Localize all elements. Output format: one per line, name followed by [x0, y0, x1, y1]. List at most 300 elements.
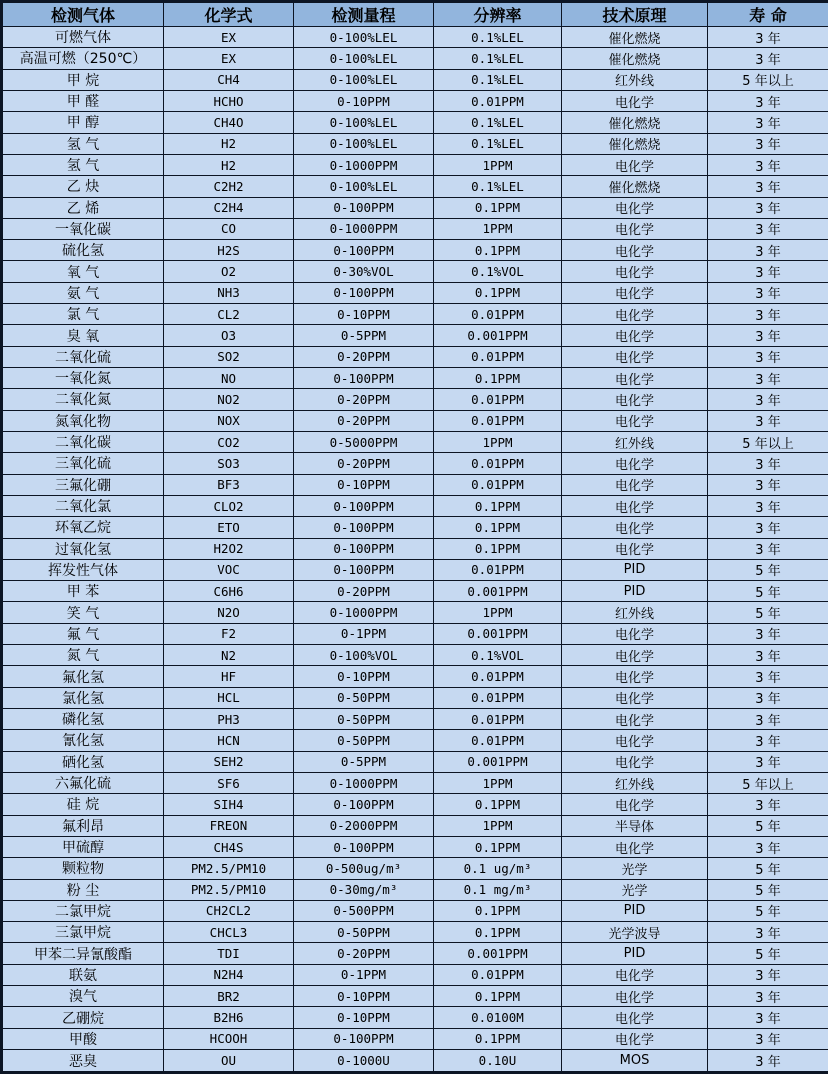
lifespan-cell: 3 年: [708, 922, 828, 943]
chemical-formula-cell: PH3: [164, 709, 294, 730]
technology-principle-cell: 光学: [562, 879, 708, 900]
gas-name-cell: 氯 气: [2, 304, 164, 325]
lifespan-cell: 3 年: [708, 240, 828, 261]
technology-principle-cell: 电化学: [562, 261, 708, 282]
detection-range-cell: 0-50PPM: [294, 687, 434, 708]
technology-principle-cell: 电化学: [562, 368, 708, 389]
chemical-formula-cell: CH4O: [164, 112, 294, 133]
lifespan-cell: 3 年: [708, 1007, 828, 1028]
gas-name-cell: 恶臭: [2, 1050, 164, 1073]
resolution-cell: 0.10U: [434, 1050, 562, 1073]
detection-range-cell: 0-100PPM: [294, 368, 434, 389]
resolution-cell: 0.001PPM: [434, 325, 562, 346]
technology-principle-cell: 电化学: [562, 453, 708, 474]
technology-principle-cell: 红外线: [562, 602, 708, 623]
chemical-formula-cell: CH4S: [164, 836, 294, 857]
detection-range-cell: 0-100PPM: [294, 794, 434, 815]
detection-range-cell: 0-100%LEL: [294, 27, 434, 48]
technology-principle-cell: 电化学: [562, 986, 708, 1007]
gas-name-cell: 硒化氢: [2, 751, 164, 772]
table-row: [2, 623, 828, 644]
detection-range-cell: 0-5PPM: [294, 751, 434, 772]
lifespan-cell: 3 年: [708, 389, 828, 410]
table-row: [2, 666, 828, 687]
resolution-cell: 0.1%LEL: [434, 69, 562, 90]
technology-principle-cell: 电化学: [562, 218, 708, 239]
gas-name-cell: 二氧化碳: [2, 431, 164, 452]
detection-range-cell: 0-100PPM: [294, 1028, 434, 1049]
table-row: [2, 368, 828, 389]
resolution-cell: 0.1%LEL: [434, 112, 562, 133]
gas-name-cell: 甲 醛: [2, 90, 164, 111]
chemical-formula-cell: N2H4: [164, 964, 294, 985]
chemical-formula-cell: H2: [164, 133, 294, 154]
resolution-cell: 0.1PPM: [434, 794, 562, 815]
gas-name-cell: 氟利昂: [2, 815, 164, 836]
technology-principle-cell: 电化学: [562, 623, 708, 644]
table-row: [2, 410, 828, 431]
detection-range-cell: 0-1000PPM: [294, 602, 434, 623]
detection-range-cell: 0-100PPM: [294, 240, 434, 261]
resolution-cell: 1PPM: [434, 431, 562, 452]
gas-name-cell: 氢 气: [2, 154, 164, 175]
lifespan-cell: 3 年: [708, 304, 828, 325]
table-body: [2, 27, 828, 1073]
table-row: [2, 815, 828, 836]
table-row: [2, 197, 828, 218]
lifespan-cell: 3 年: [708, 133, 828, 154]
table-row: [2, 112, 828, 133]
table-row: [2, 261, 828, 282]
resolution-cell: 0.1PPM: [434, 1028, 562, 1049]
table-row: [2, 133, 828, 154]
detection-range-cell: 0-100%VOL: [294, 645, 434, 666]
lifespan-cell: 3 年: [708, 730, 828, 751]
table-row: [2, 879, 828, 900]
detection-range-cell: 0-10PPM: [294, 474, 434, 495]
technology-principle-cell: 电化学: [562, 751, 708, 772]
detection-range-cell: 0-100PPM: [294, 517, 434, 538]
lifespan-cell: 3 年: [708, 986, 828, 1007]
detection-range-cell: 0-10PPM: [294, 90, 434, 111]
column-header-lifespan: 寿 命: [708, 2, 828, 27]
gas-name-cell: 乙硼烷: [2, 1007, 164, 1028]
chemical-formula-cell: SIH4: [164, 794, 294, 815]
gas-name-cell: 氨 气: [2, 282, 164, 303]
table-row: [2, 943, 828, 964]
resolution-cell: 0.01PPM: [434, 559, 562, 580]
technology-principle-cell: 电化学: [562, 410, 708, 431]
lifespan-cell: 3 年: [708, 368, 828, 389]
lifespan-cell: 3 年: [708, 751, 828, 772]
gas-name-cell: 硫化氢: [2, 240, 164, 261]
gas-name-cell: 三氧化硫: [2, 453, 164, 474]
table-row: [2, 1007, 828, 1028]
gas-name-cell: 氯化氢: [2, 687, 164, 708]
chemical-formula-cell: H2O2: [164, 538, 294, 559]
gas-name-cell: 氮 气: [2, 645, 164, 666]
resolution-cell: 0.01PPM: [434, 687, 562, 708]
chemical-formula-cell: CH4: [164, 69, 294, 90]
table-row: [2, 602, 828, 623]
technology-principle-cell: 电化学: [562, 666, 708, 687]
gas-name-cell: 二氧化氯: [2, 495, 164, 516]
detection-range-cell: 0-50PPM: [294, 922, 434, 943]
resolution-cell: 0.1%VOL: [434, 645, 562, 666]
technology-principle-cell: 催化燃烧: [562, 27, 708, 48]
gas-name-cell: 甲 烷: [2, 69, 164, 90]
detection-range-cell: 0-2000PPM: [294, 815, 434, 836]
resolution-cell: 0.001PPM: [434, 623, 562, 644]
lifespan-cell: 3 年: [708, 346, 828, 367]
detection-range-cell: 0-100%LEL: [294, 133, 434, 154]
table-row: [2, 431, 828, 452]
chemical-formula-cell: CH2CL2: [164, 900, 294, 921]
chemical-formula-cell: CLO2: [164, 495, 294, 516]
resolution-cell: 0.01PPM: [434, 474, 562, 495]
table-row: [2, 346, 828, 367]
lifespan-cell: 3 年: [708, 836, 828, 857]
lifespan-cell: 3 年: [708, 176, 828, 197]
gas-name-cell: 甲硫醇: [2, 836, 164, 857]
gas-name-cell: 过氧化氢: [2, 538, 164, 559]
table-row: [2, 687, 828, 708]
chemical-formula-cell: HCOOH: [164, 1028, 294, 1049]
resolution-cell: 0.01PPM: [434, 709, 562, 730]
chemical-formula-cell: C2H4: [164, 197, 294, 218]
gas-name-cell: 二氯甲烷: [2, 900, 164, 921]
lifespan-cell: 3 年: [708, 453, 828, 474]
resolution-cell: 1PPM: [434, 154, 562, 175]
chemical-formula-cell: CL2: [164, 304, 294, 325]
technology-principle-cell: 电化学: [562, 964, 708, 985]
table-row: [2, 900, 828, 921]
resolution-cell: 0.1PPM: [434, 922, 562, 943]
technology-principle-cell: 电化学: [562, 538, 708, 559]
technology-principle-cell: 电化学: [562, 709, 708, 730]
technology-principle-cell: 红外线: [562, 69, 708, 90]
table-row: [2, 154, 828, 175]
resolution-cell: 0.01PPM: [434, 666, 562, 687]
chemical-formula-cell: NH3: [164, 282, 294, 303]
resolution-cell: 0.1PPM: [434, 836, 562, 857]
resolution-cell: 0.01PPM: [434, 410, 562, 431]
detection-range-cell: 0-20PPM: [294, 410, 434, 431]
gas-name-cell: 二氧化氮: [2, 389, 164, 410]
detection-range-cell: 0-100PPM: [294, 197, 434, 218]
chemical-formula-cell: CO: [164, 218, 294, 239]
lifespan-cell: 5 年: [708, 559, 828, 580]
resolution-cell: 0.1PPM: [434, 197, 562, 218]
detection-range-cell: 0-50PPM: [294, 709, 434, 730]
technology-principle-cell: 电化学: [562, 1007, 708, 1028]
chemical-formula-cell: VOC: [164, 559, 294, 580]
chemical-formula-cell: TDI: [164, 943, 294, 964]
resolution-cell: 0.1PPM: [434, 538, 562, 559]
lifespan-cell: 3 年: [708, 474, 828, 495]
lifespan-cell: 5 年以上: [708, 431, 828, 452]
resolution-cell: 0.1%LEL: [434, 48, 562, 69]
technology-principle-cell: 电化学: [562, 154, 708, 175]
chemical-formula-cell: HCN: [164, 730, 294, 751]
chemical-formula-cell: NOX: [164, 410, 294, 431]
resolution-cell: 0.1PPM: [434, 986, 562, 1007]
lifespan-cell: 3 年: [708, 282, 828, 303]
chemical-formula-cell: PM2.5/PM10: [164, 858, 294, 879]
table-row: [2, 453, 828, 474]
table-row: [2, 986, 828, 1007]
column-header-chemical-formula: 化学式: [164, 2, 294, 27]
lifespan-cell: 3 年: [708, 538, 828, 559]
chemical-formula-cell: EX: [164, 48, 294, 69]
table-row: [2, 559, 828, 580]
lifespan-cell: 3 年: [708, 154, 828, 175]
detection-range-cell: 0-1000PPM: [294, 218, 434, 239]
lifespan-cell: 3 年: [708, 197, 828, 218]
lifespan-cell: 3 年: [708, 517, 828, 538]
column-header-resolution: 分辨率: [434, 2, 562, 27]
table-row: [2, 1028, 828, 1049]
gas-name-cell: 氧 气: [2, 261, 164, 282]
resolution-cell: 0.1PPM: [434, 368, 562, 389]
gas-name-cell: 氮氧化物: [2, 410, 164, 431]
resolution-cell: 0.01PPM: [434, 90, 562, 111]
resolution-cell: 0.01PPM: [434, 730, 562, 751]
detection-range-cell: 0-100PPM: [294, 836, 434, 857]
resolution-cell: 0.1PPM: [434, 282, 562, 303]
chemical-formula-cell: PM2.5/PM10: [164, 879, 294, 900]
chemical-formula-cell: NO2: [164, 389, 294, 410]
technology-principle-cell: 电化学: [562, 645, 708, 666]
gas-name-cell: 颗粒物: [2, 858, 164, 879]
chemical-formula-cell: B2H6: [164, 1007, 294, 1028]
table-row: [2, 645, 828, 666]
table-row: [2, 772, 828, 793]
lifespan-cell: 3 年: [708, 645, 828, 666]
table-row: [2, 240, 828, 261]
detection-range-cell: 0-100PPM: [294, 538, 434, 559]
lifespan-cell: 3 年: [708, 48, 828, 69]
table-row: [2, 304, 828, 325]
table-row: [2, 751, 828, 772]
technology-principle-cell: 光学: [562, 858, 708, 879]
gas-name-cell: 三氟化硼: [2, 474, 164, 495]
chemical-formula-cell: SO3: [164, 453, 294, 474]
chemical-formula-cell: F2: [164, 623, 294, 644]
detection-range-cell: 0-100PPM: [294, 559, 434, 580]
technology-principle-cell: 催化燃烧: [562, 133, 708, 154]
chemical-formula-cell: C2H2: [164, 176, 294, 197]
detection-range-cell: 0-1000PPM: [294, 154, 434, 175]
gas-name-cell: 可燃气体: [2, 27, 164, 48]
gas-name-cell: 氰化氢: [2, 730, 164, 751]
technology-principle-cell: 光学波导: [562, 922, 708, 943]
gas-name-cell: 氢 气: [2, 133, 164, 154]
lifespan-cell: 5 年: [708, 900, 828, 921]
chemical-formula-cell: NO: [164, 368, 294, 389]
detection-range-cell: 0-10PPM: [294, 986, 434, 1007]
table-row: [2, 90, 828, 111]
gas-name-cell: 氟 气: [2, 623, 164, 644]
detection-range-cell: 0-5PPM: [294, 325, 434, 346]
detection-range-cell: 0-10PPM: [294, 1007, 434, 1028]
technology-principle-cell: 电化学: [562, 282, 708, 303]
detection-range-cell: 0-1000U: [294, 1050, 434, 1073]
table-row: [2, 581, 828, 602]
technology-principle-cell: 电化学: [562, 304, 708, 325]
chemical-formula-cell: O3: [164, 325, 294, 346]
table-row: [2, 474, 828, 495]
chemical-formula-cell: SEH2: [164, 751, 294, 772]
gas-name-cell: 环氧乙烷: [2, 517, 164, 538]
lifespan-cell: 3 年: [708, 261, 828, 282]
lifespan-cell: 5 年: [708, 602, 828, 623]
lifespan-cell: 3 年: [708, 687, 828, 708]
lifespan-cell: 3 年: [708, 218, 828, 239]
lifespan-cell: 3 年: [708, 623, 828, 644]
resolution-cell: 1PPM: [434, 815, 562, 836]
gas-name-cell: 六氟化硫: [2, 772, 164, 793]
column-header-gas-name: 检测气体: [2, 2, 164, 27]
table-row: [2, 176, 828, 197]
resolution-cell: 0.01PPM: [434, 346, 562, 367]
detection-range-cell: 0-500ug/m³: [294, 858, 434, 879]
technology-principle-cell: 电化学: [562, 90, 708, 111]
technology-principle-cell: 催化燃烧: [562, 176, 708, 197]
technology-principle-cell: 电化学: [562, 197, 708, 218]
chemical-formula-cell: ETO: [164, 517, 294, 538]
chemical-formula-cell: CHCL3: [164, 922, 294, 943]
chemical-formula-cell: H2: [164, 154, 294, 175]
gas-name-cell: 甲 醇: [2, 112, 164, 133]
resolution-cell: 1PPM: [434, 602, 562, 623]
chemical-formula-cell: HF: [164, 666, 294, 687]
lifespan-cell: 3 年: [708, 666, 828, 687]
detection-range-cell: 0-20PPM: [294, 389, 434, 410]
detection-range-cell: 0-100%LEL: [294, 48, 434, 69]
detection-range-cell: 0-10PPM: [294, 666, 434, 687]
table-row: [2, 730, 828, 751]
gas-name-cell: 溴气: [2, 986, 164, 1007]
resolution-cell: 1PPM: [434, 772, 562, 793]
lifespan-cell: 3 年: [708, 495, 828, 516]
gas-name-cell: 粉 尘: [2, 879, 164, 900]
lifespan-cell: 3 年: [708, 794, 828, 815]
resolution-cell: 0.01PPM: [434, 964, 562, 985]
detection-range-cell: 0-1PPM: [294, 964, 434, 985]
technology-principle-cell: 电化学: [562, 836, 708, 857]
chemical-formula-cell: HCL: [164, 687, 294, 708]
technology-principle-cell: PID: [562, 559, 708, 580]
detection-range-cell: 0-100%LEL: [294, 112, 434, 133]
detection-range-cell: 0-500PPM: [294, 900, 434, 921]
resolution-cell: 0.1PPM: [434, 240, 562, 261]
detection-range-cell: 0-100%LEL: [294, 176, 434, 197]
gas-name-cell: 笑 气: [2, 602, 164, 623]
gas-name-cell: 甲苯二异氰酸酯: [2, 943, 164, 964]
technology-principle-cell: 电化学: [562, 794, 708, 815]
gas-name-cell: 甲酸: [2, 1028, 164, 1049]
column-header-technology-principle: 技术原理: [562, 2, 708, 27]
resolution-cell: 0.1%LEL: [434, 133, 562, 154]
table-row: [2, 858, 828, 879]
lifespan-cell: 3 年: [708, 90, 828, 111]
gas-name-cell: 二氧化硫: [2, 346, 164, 367]
gas-name-cell: 磷化氢: [2, 709, 164, 730]
gas-name-cell: 甲 苯: [2, 581, 164, 602]
resolution-cell: 0.0100M: [434, 1007, 562, 1028]
gas-name-cell: 挥发性气体: [2, 559, 164, 580]
lifespan-cell: 5 年以上: [708, 772, 828, 793]
detection-range-cell: 0-100PPM: [294, 495, 434, 516]
resolution-cell: 0.1 ug/m³: [434, 858, 562, 879]
detection-range-cell: 0-20PPM: [294, 346, 434, 367]
lifespan-cell: 5 年: [708, 815, 828, 836]
detection-range-cell: 0-1PPM: [294, 623, 434, 644]
gas-name-cell: 臭 氧: [2, 325, 164, 346]
resolution-cell: 1PPM: [434, 218, 562, 239]
technology-principle-cell: 红外线: [562, 431, 708, 452]
lifespan-cell: 3 年: [708, 1050, 828, 1073]
lifespan-cell: 3 年: [708, 27, 828, 48]
table-row: [2, 922, 828, 943]
table-row: [2, 517, 828, 538]
table-row: [2, 27, 828, 48]
resolution-cell: 0.1 mg/m³: [434, 879, 562, 900]
technology-principle-cell: MOS: [562, 1050, 708, 1073]
technology-principle-cell: 电化学: [562, 1028, 708, 1049]
resolution-cell: 0.1PPM: [434, 495, 562, 516]
gas-name-cell: 氟化氢: [2, 666, 164, 687]
detection-range-cell: 0-100%LEL: [294, 69, 434, 90]
resolution-cell: 0.01PPM: [434, 389, 562, 410]
resolution-cell: 0.1PPM: [434, 900, 562, 921]
gas-name-cell: 硅 烷: [2, 794, 164, 815]
technology-principle-cell: PID: [562, 943, 708, 964]
chemical-formula-cell: C6H6: [164, 581, 294, 602]
detection-range-cell: 0-30%VOL: [294, 261, 434, 282]
table-row: [2, 1050, 828, 1073]
detection-range-cell: 0-20PPM: [294, 943, 434, 964]
technology-principle-cell: 电化学: [562, 325, 708, 346]
resolution-cell: 0.01PPM: [434, 304, 562, 325]
chemical-formula-cell: FREON: [164, 815, 294, 836]
table-row: [2, 495, 828, 516]
resolution-cell: 0.1%LEL: [434, 27, 562, 48]
chemical-formula-cell: H2S: [164, 240, 294, 261]
resolution-cell: 0.1%LEL: [434, 176, 562, 197]
resolution-cell: 0.01PPM: [434, 453, 562, 474]
gas-name-cell: 三氯甲烷: [2, 922, 164, 943]
gas-name-cell: 乙 烯: [2, 197, 164, 218]
table-row: [2, 325, 828, 346]
chemical-formula-cell: EX: [164, 27, 294, 48]
lifespan-cell: 5 年: [708, 879, 828, 900]
technology-principle-cell: 电化学: [562, 389, 708, 410]
chemical-formula-cell: CO2: [164, 431, 294, 452]
technology-principle-cell: 催化燃烧: [562, 48, 708, 69]
lifespan-cell: 5 年以上: [708, 69, 828, 90]
detection-range-cell: 0-50PPM: [294, 730, 434, 751]
technology-principle-cell: 电化学: [562, 240, 708, 261]
gas-name-cell: 联氨: [2, 964, 164, 985]
gas-name-cell: 高温可燃（250℃）: [2, 48, 164, 69]
lifespan-cell: 3 年: [708, 410, 828, 431]
column-header-detection-range: 检测量程: [294, 2, 434, 27]
technology-principle-cell: 电化学: [562, 517, 708, 538]
technology-principle-cell: PID: [562, 581, 708, 602]
technology-principle-cell: PID: [562, 900, 708, 921]
